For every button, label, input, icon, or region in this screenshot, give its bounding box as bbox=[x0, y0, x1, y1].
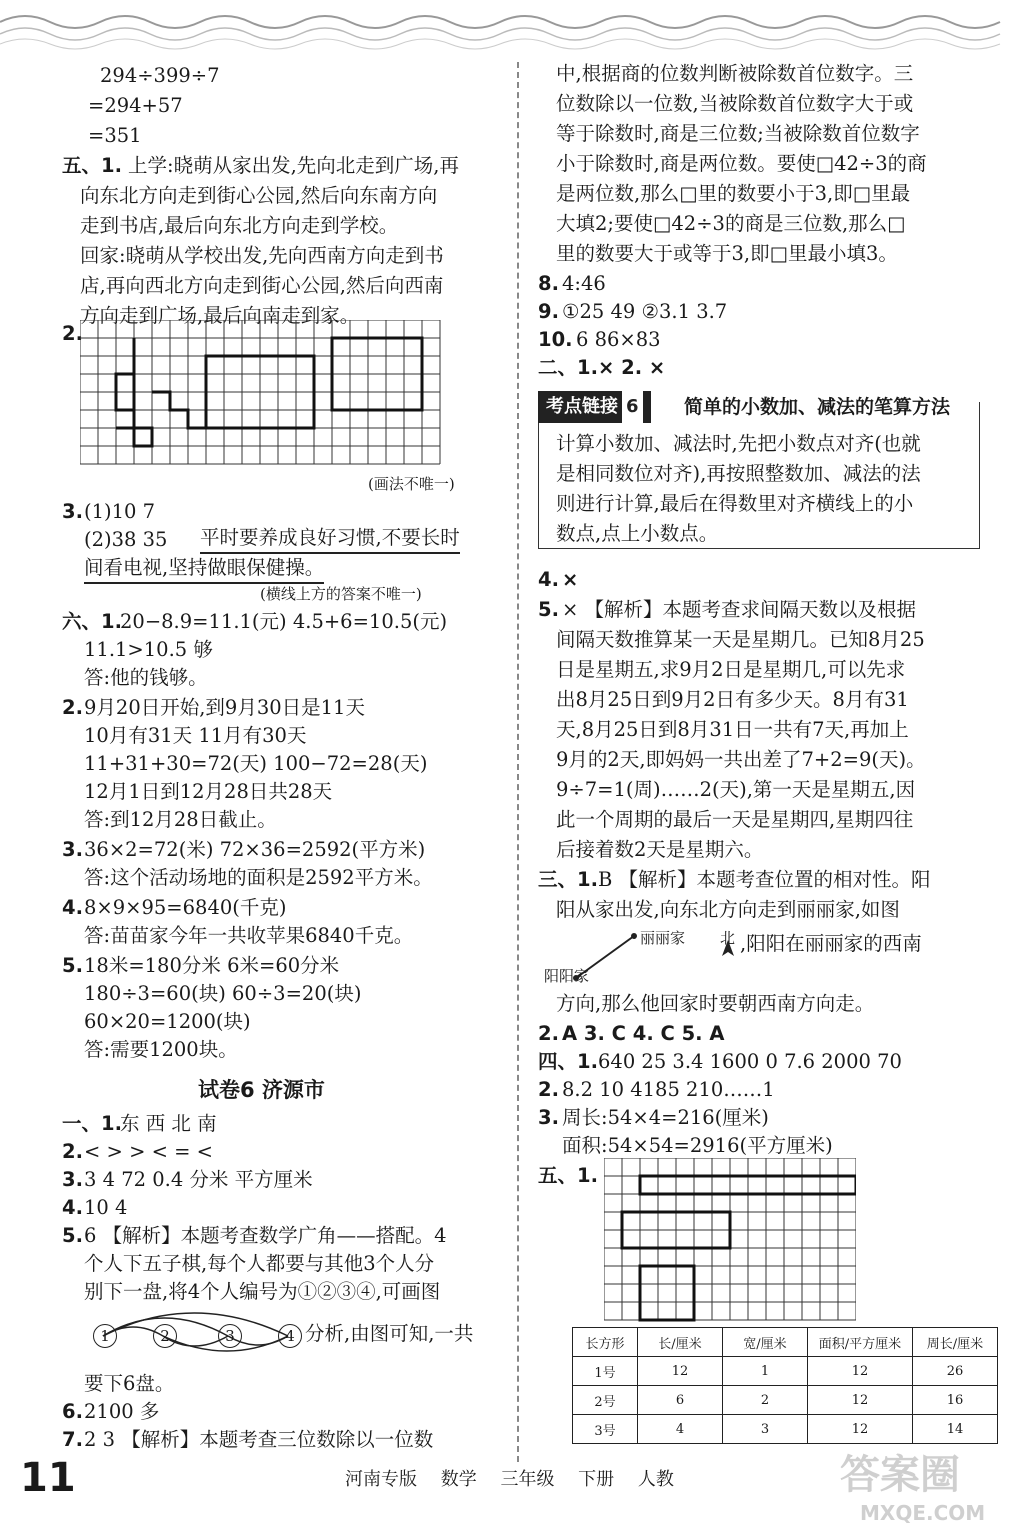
table-row bbox=[573, 1357, 998, 1386]
answer-text: 11+31+30=72(天) 100−72=28(天) bbox=[84, 752, 428, 775]
answer-text: 要下6盘。 bbox=[84, 1372, 175, 1395]
wave-header-decoration bbox=[0, 0, 1013, 60]
table-cell: 16 bbox=[913, 1386, 998, 1415]
table-cell: 14 bbox=[913, 1415, 998, 1444]
answer-text: 店,再向西北方向走到街心公园,然后向西南 bbox=[80, 274, 444, 297]
p4-number: 4. bbox=[62, 1196, 83, 1219]
answer-text: 大填2;要使□42÷3的商是三位数,那么□ bbox=[556, 212, 906, 235]
answer-text: < > > < = < bbox=[84, 1140, 214, 1163]
answer-text: 3 4 72 0.4 分米 平方厘米 bbox=[84, 1168, 313, 1191]
table-header-cell: 宽/厘米 bbox=[723, 1328, 808, 1357]
watermark-logo bbox=[830, 1440, 1000, 1530]
key-point-text: 则进行计算,最后在得数里对齐横线上的小 bbox=[556, 492, 914, 515]
answer-text: 2 3 【解析】本题考查三位数除以一位数 bbox=[84, 1428, 434, 1451]
section-6-q1-number: 六、1. bbox=[62, 610, 122, 633]
answer-text: 8×9×95=6840(千克) bbox=[84, 896, 287, 919]
p1-number: 一、1. bbox=[62, 1112, 122, 1135]
answer-text: 等于除数时,商是三位数;当被除数首位数字 bbox=[556, 122, 920, 145]
q5-number: 5. bbox=[62, 954, 83, 977]
person-1-circle: 1 bbox=[93, 1324, 117, 1348]
answer-text: 答:需要1200块。 bbox=[84, 1038, 238, 1061]
answer-text: 里的数要大于或等于3,即□里最小填3。 bbox=[556, 242, 898, 265]
underlined-answer: 间看电视,坚持做眼保健操。 bbox=[84, 554, 324, 584]
answer-text: × bbox=[562, 568, 579, 591]
answer-text: (2)38 35 bbox=[84, 528, 168, 551]
s3-q2-number: 2. bbox=[538, 1022, 559, 1045]
svg-text:答案圈: 答案圈 bbox=[840, 1452, 960, 1498]
answer-text: A 3. C 4. C 5. A bbox=[562, 1022, 725, 1045]
answer-text: 个人下五子棋,每个人都要与其他3个人分 bbox=[84, 1252, 435, 1275]
answer-text: 9月的2天,即妈妈一共出差了7+2=9(天)。 bbox=[556, 748, 926, 771]
answer-text: 位数除以一位数,当被除数首位数字大于或 bbox=[556, 92, 914, 115]
section-5-number: 五、1. bbox=[538, 1164, 598, 1187]
answer-text: 答:这个活动场地的面积是2592平方米。 bbox=[84, 866, 433, 889]
answer-text: 方向走到广场,最后向南走到家。 bbox=[80, 304, 360, 327]
table-cell: 3号 bbox=[573, 1415, 638, 1444]
q5-number: 5. bbox=[538, 598, 559, 621]
answer-text: 回家:晓萌从学校出发,先向西南方向走到书 bbox=[80, 244, 444, 267]
svg-text:MXQE.COM: MXQE.COM bbox=[860, 1501, 986, 1525]
table-cell: 2号 bbox=[573, 1386, 638, 1415]
answer-text: 8.2 10 4185 210……1 bbox=[562, 1078, 775, 1101]
answer-text: B 【解析】本题考查位置的相对性。阳 bbox=[598, 868, 931, 891]
answer-text: 答:到12月28日截止。 bbox=[84, 808, 277, 831]
answer-text: 走到书店,最后向东北方向走到学校。 bbox=[80, 214, 399, 237]
s4-q3-number: 3. bbox=[538, 1106, 559, 1129]
table-cell: 12 bbox=[808, 1357, 913, 1386]
answer-text: 20−8.9=11.1(元) 4.5+6=10.5(元) bbox=[120, 610, 448, 633]
answer-text: 答:他的钱够。 bbox=[84, 666, 208, 689]
answer-text: ①25 49 ②3.1 3.7 bbox=[562, 300, 728, 323]
table-cell: 1 bbox=[723, 1357, 808, 1386]
table-row bbox=[573, 1386, 998, 1415]
answer-text: 答:苗苗家今年一共收苹果6840千克。 bbox=[84, 924, 414, 947]
answer-text: 上学:晓萌从家出发,先向北走到广场,再 bbox=[128, 154, 459, 177]
answer-text: 此一个周期的最后一天是星期四,星期四往 bbox=[556, 808, 914, 831]
underlined-answer: 平时要养成良好习惯,不要长时 bbox=[200, 524, 460, 554]
answer-text: 是两位数,那么□里的数要小于3,即□里最 bbox=[556, 182, 911, 205]
section-2-number: 二、1. bbox=[538, 356, 598, 379]
calc-line-1: 294÷399÷7 bbox=[100, 64, 220, 87]
answer-text: 60×20=1200(块) bbox=[84, 1010, 251, 1033]
answer-text: 10 4 bbox=[84, 1196, 128, 1219]
answer-text: 别下一盘,将4个人编号为①②③④,可画图 bbox=[84, 1280, 441, 1303]
q2-number: 2. bbox=[62, 322, 83, 345]
rectangle-grid-figure bbox=[604, 1158, 856, 1322]
p7-number: 7. bbox=[62, 1428, 83, 1451]
rectangle-table bbox=[572, 1327, 998, 1444]
paper-title: 试卷6 济源市 bbox=[198, 1078, 325, 1102]
table-cell: 3 bbox=[723, 1415, 808, 1444]
p2-number: 2. bbox=[62, 1140, 83, 1163]
answer-text: 11.1>10.5 够 bbox=[84, 638, 213, 661]
key-point-tag: 考点链接 6 bbox=[538, 391, 651, 423]
answer-text: 6 86×83 bbox=[576, 328, 661, 351]
answer-text: 方向,那么他回家时要朝西南方向走。 bbox=[556, 992, 875, 1015]
table-cell: 12 bbox=[808, 1386, 913, 1415]
key-point-text: 数点,点上小数点。 bbox=[556, 522, 719, 545]
table-header-cell: 面积/平方厘米 bbox=[808, 1328, 913, 1357]
section-3-number: 三、1. bbox=[538, 868, 598, 891]
table-cell: 6 bbox=[638, 1386, 723, 1415]
section-4-number: 四、1. bbox=[538, 1050, 598, 1073]
note-text: (画法不唯一) bbox=[368, 475, 455, 493]
key-point-text: 是相同数位对齐),再按照整数加、减法的法 bbox=[556, 462, 921, 485]
table-cell: 12 bbox=[808, 1415, 913, 1444]
q3-number: 3. bbox=[62, 500, 83, 523]
q2-number: 2. bbox=[62, 696, 83, 719]
answer-text: 面积:54×54=2916(平方厘米) bbox=[562, 1134, 833, 1157]
north-label: 北 bbox=[720, 929, 736, 947]
answer-text: 10月有31天 11月有30天 bbox=[84, 724, 307, 747]
table-cell: 12 bbox=[638, 1357, 723, 1386]
answer-text: 周长:54×4=216(厘米) bbox=[562, 1106, 769, 1129]
answer-text: × 2. × bbox=[598, 356, 666, 379]
answer-text: 间隔天数推算某一天是星期几。已知8月25 bbox=[556, 628, 925, 651]
q10-number: 10. bbox=[538, 328, 573, 351]
table-header-row bbox=[573, 1328, 998, 1357]
table-header-cell: 长方形 bbox=[573, 1328, 638, 1357]
q8-number: 8. bbox=[538, 272, 559, 295]
answer-text: 阳从家出发,向东北方向走到丽丽家,如图 bbox=[556, 898, 900, 921]
answer-text: 2100 多 bbox=[84, 1400, 160, 1423]
p3-number: 3. bbox=[62, 1168, 83, 1191]
table-header-cell: 长/厘米 bbox=[638, 1328, 723, 1357]
key-point-text: 计算小数加、减法时,先把小数点对齐(也就 bbox=[556, 432, 921, 455]
answer-text: 640 25 3.4 1600 0 7.6 2000 70 bbox=[598, 1050, 902, 1073]
answer-text: 日是星期五,求9月2日是星期几,可以先求 bbox=[556, 658, 906, 681]
answer-text: ,阳阳在丽丽家的西南 bbox=[740, 932, 922, 955]
p5-number: 5. bbox=[62, 1224, 83, 1247]
answer-text: 东 西 北 南 bbox=[120, 1112, 217, 1135]
person-4-circle: 4 bbox=[278, 1324, 302, 1348]
p6-number: 6. bbox=[62, 1400, 83, 1423]
answer-text: 后接着数2天是星期六。 bbox=[556, 838, 764, 861]
route-grid-figure bbox=[80, 320, 446, 466]
q4-number: 4. bbox=[62, 896, 83, 919]
q9-number: 9. bbox=[538, 300, 559, 323]
table-cell: 26 bbox=[913, 1357, 998, 1386]
calc-line-2: =294+57 bbox=[88, 94, 183, 117]
answer-text: 9÷7=1(周)……2(天),第一天是星期五,因 bbox=[556, 778, 916, 801]
answer-text: 小于除数时,商是两位数。要使□42÷3的商 bbox=[556, 152, 927, 175]
answer-text: 9月20日开始,到9月30日是11天 bbox=[84, 696, 365, 719]
answer-text: 出8月25日到9月2日有多少天。8月有31 bbox=[556, 688, 909, 711]
answer-text: 12月1日到12月28日共28天 bbox=[84, 780, 333, 803]
column-divider bbox=[517, 62, 519, 1462]
answer-text: × 【解析】本题考查求间隔天数以及根据 bbox=[562, 598, 917, 621]
figure-label-yang: 阳阳家 bbox=[544, 967, 590, 985]
footer-info: 河南专版 数学 三年级 下册 人教 bbox=[345, 1469, 674, 1490]
table-header-cell: 周长/厘米 bbox=[913, 1328, 998, 1357]
answer-text: 4:46 bbox=[562, 272, 606, 295]
table-cell: 1号 bbox=[573, 1357, 638, 1386]
figure-label-lili: 丽丽家 bbox=[640, 929, 686, 947]
section-5-q1-number: 五、1. bbox=[62, 154, 122, 177]
answer-text: 向东北方向走到街心公园,然后向东南方向 bbox=[80, 184, 438, 207]
person-2-circle: 2 bbox=[153, 1324, 177, 1348]
answer-text: 分析,由图可知,一共 bbox=[305, 1322, 474, 1345]
calc-line-3: =351 bbox=[88, 124, 142, 147]
q3-number: 3. bbox=[62, 838, 83, 861]
s4-q2-number: 2. bbox=[538, 1078, 559, 1101]
page-number: 11 bbox=[20, 1455, 76, 1501]
matching-arcs-figure bbox=[88, 1300, 298, 1364]
note-text: (横线上方的答案不唯一) bbox=[260, 585, 422, 603]
answer-text: (1)10 7 bbox=[84, 500, 156, 523]
answer-text: 天,8月25日到8月31日一共有7天,再加上 bbox=[556, 718, 909, 741]
answer-text: 36×2=72(米) 72×36=2592(平方米) bbox=[84, 838, 426, 861]
table-cell: 2 bbox=[723, 1386, 808, 1415]
person-3-circle: 3 bbox=[218, 1324, 242, 1348]
answer-text: 180÷3=60(块) 60÷3=20(块) bbox=[84, 982, 362, 1005]
q4-number: 4. bbox=[538, 568, 559, 591]
table-cell: 4 bbox=[638, 1415, 723, 1444]
answer-text: 6 【解析】本题考查数学广角——搭配。4 bbox=[84, 1224, 447, 1247]
answer-text: 中,根据商的位数判断被除数首位数字。三 bbox=[556, 62, 914, 85]
answer-text: 18米=180分米 6米=60分米 bbox=[84, 954, 340, 977]
key-point-title: 简单的小数加、减法的笔算方法 bbox=[684, 396, 951, 418]
